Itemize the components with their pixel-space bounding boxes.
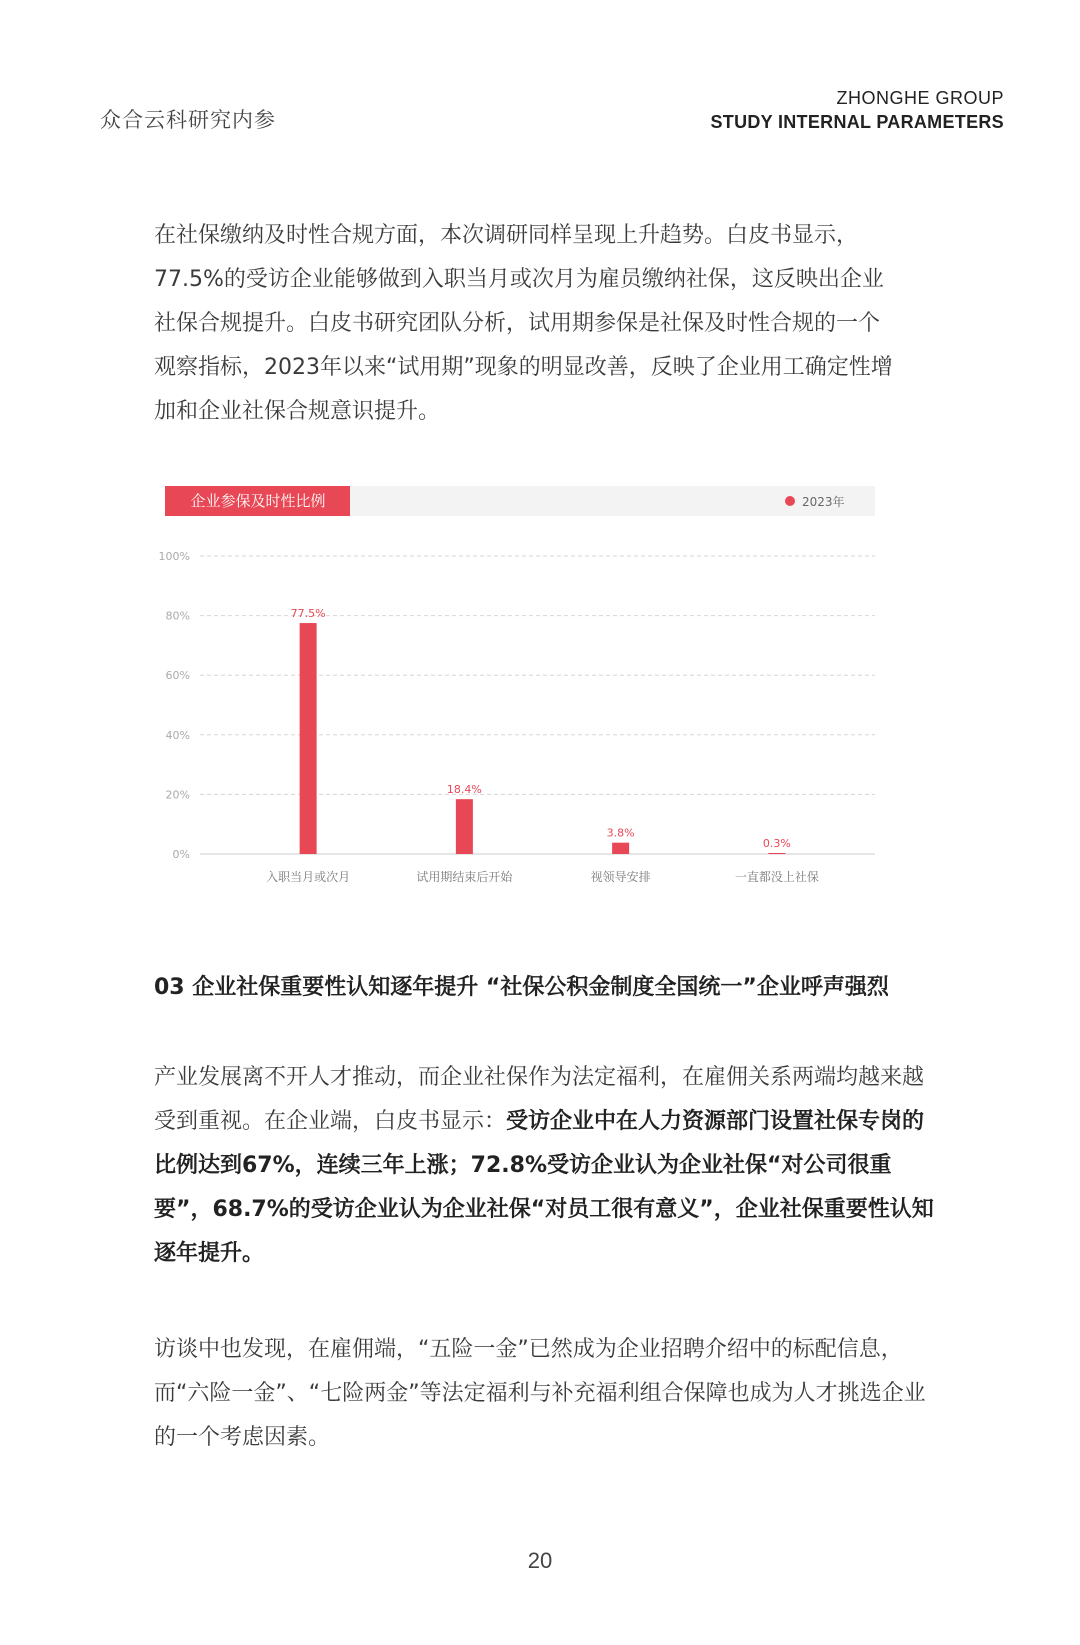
paragraph-line: 观察指标，2023年以来“试用期”现象的明显改善，反映了企业用工确定性增 <box>154 355 893 380</box>
x-category-label: 入职当月或次月 <box>266 870 351 884</box>
bar-data-label: 18.4% <box>446 783 482 797</box>
bar <box>456 799 473 854</box>
y-tick-label: 40% <box>165 728 190 742</box>
y-tick-label: 60% <box>165 669 190 683</box>
paragraph-employment: 访谈中也发现，在雇佣端，“五险一金”已然成为企业招聘介绍中的标配信息，而“六险一金”、“七险两金”等法定福利与补充福利组合保障也成为人才挑选企业的一个考虑因素。 <box>154 1337 926 1450</box>
legend-marker <box>785 496 795 506</box>
paragraph-compliance <box>154 214 944 434</box>
paragraph-bold-text: 受访企业中在人力资源部门设置社保专岗的比例达到67%，连续三年上涨；72.8%受访企业认为企业社保“对公司很重要”，68.7%的受访企业认为企业社保“对员工很有意义”，企业社保重要性认知逐年提升。 <box>154 1109 934 1266</box>
page-number: 20 <box>527 1548 553 1573</box>
x-category-label: 一直都没上社保 <box>734 870 819 884</box>
header-brand-title: 众合云科研究内参 <box>100 108 276 132</box>
bar <box>300 623 317 854</box>
header-group-line2: STUDY INTERNAL PARAMETERS <box>710 112 1004 132</box>
paragraph-line: 在社保缴纳及时性合规方面，本次调研同样呈现上升趋势。白皮书显示， <box>154 223 859 248</box>
bar-data-label: 3.8% <box>606 826 635 840</box>
bar <box>612 843 629 854</box>
x-category-label: 视领导安排 <box>590 870 651 884</box>
bar-chart <box>150 486 890 926</box>
chart-container <box>150 486 890 926</box>
paragraph-line: 社保合规提升。白皮书研究团队分析，试用期参保是社保及时性合规的一个 <box>154 311 881 336</box>
paragraph-normal-text: 产业发展离不开人才推动，而企业社保作为法定福利，在雇佣关系两端均越来越受到重视。在企业端，白皮书显示： <box>154 1065 925 1134</box>
bar-data-label: 77.5% <box>290 607 326 621</box>
section-title: 03 企业社保重要性认知逐年提升 “社保公积金制度全国统一”企业呼声强烈 <box>154 975 889 1000</box>
bar-data-label: 0.3% <box>762 837 791 850</box>
y-tick-label: 100% <box>158 550 190 563</box>
header-group-line1: ZHONGHE GROUP <box>836 88 1004 108</box>
header-group-name <box>710 86 1004 134</box>
x-category-label: 试用期结束后开始 <box>416 870 513 884</box>
paragraph-importance <box>154 1056 944 1276</box>
y-tick-label: 80% <box>165 609 190 623</box>
y-tick-label: 0% <box>172 848 190 861</box>
legend-label: 2023年 <box>802 495 845 509</box>
bar <box>768 853 785 854</box>
chart-title: 企业参保及时性比例 <box>190 492 326 510</box>
paragraph-line: 77.5%的受访企业能够做到入职当月或次月为雇员缴纳社保，这反映出企业 <box>154 267 884 292</box>
y-tick-label: 20% <box>165 788 190 802</box>
paragraph-line: 加和企业社保合规意识提升。 <box>154 399 441 424</box>
